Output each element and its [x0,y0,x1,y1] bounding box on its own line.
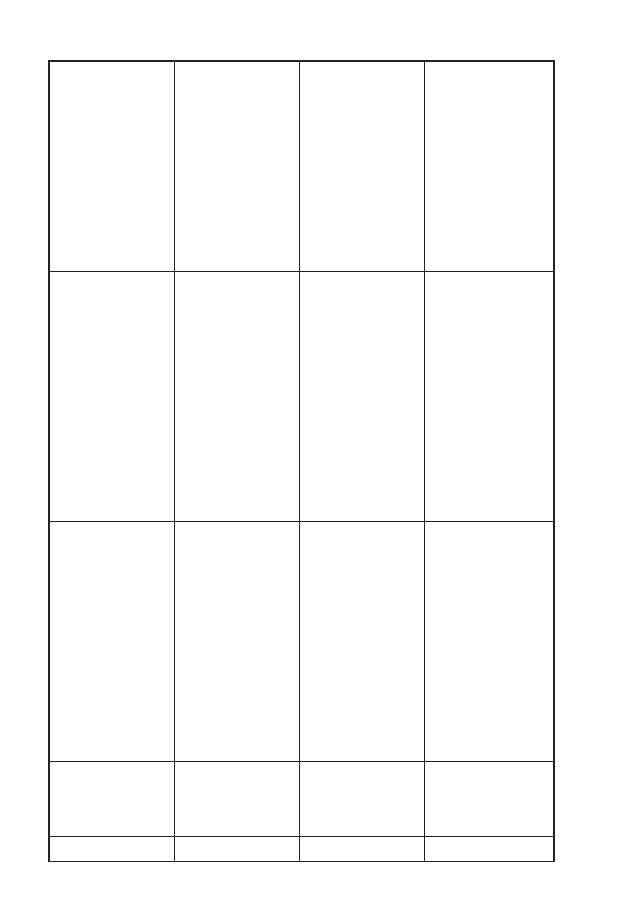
row-separator-3 [424,61,425,861]
row-separator-2 [299,61,300,861]
table-divider-left [49,761,554,762]
table-divider-left-2 [49,836,554,837]
table-top-border [49,61,554,62]
rotated-table [48,60,555,862]
row-separator-1 [174,61,175,861]
